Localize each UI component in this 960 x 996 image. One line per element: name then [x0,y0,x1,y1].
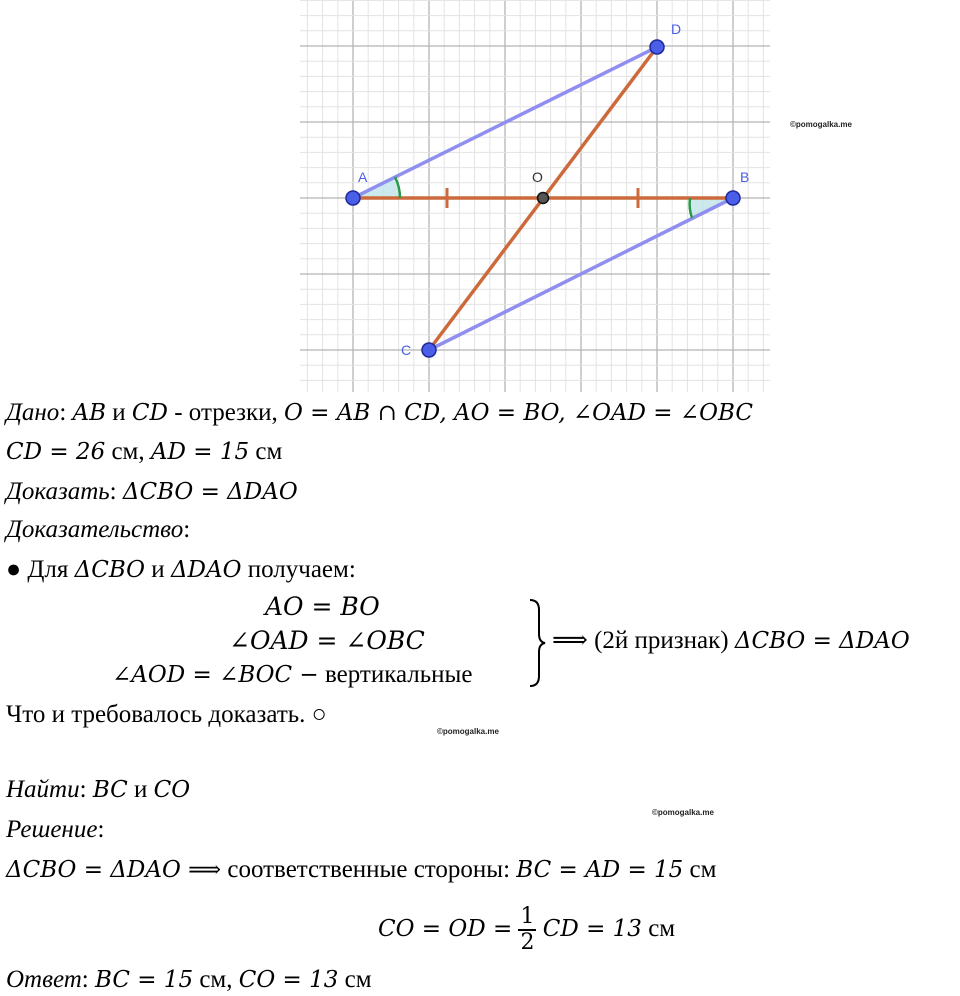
label-o: O [532,169,543,185]
answer-bc: BC = 15 [94,967,194,993]
watermark: ©pomogalka.me [437,727,499,736]
label-b: B [740,169,750,185]
given-ad-value: AD = 15 [150,439,250,465]
bullet-and: и [151,556,165,583]
sol1-math2: BC = AD = 15 [516,857,684,883]
bullet-line [6,555,356,585]
fraction [518,905,536,955]
bullet-text2: получаем: [247,556,356,583]
given-unit2: см [255,438,283,465]
given-unit1: см, [111,438,145,465]
triangle-cbo: ΔCBO [74,557,146,583]
sol2-right: CD = 13 [542,916,642,942]
find-label: Найти [6,776,80,803]
given2-line [6,437,282,467]
given-line: Дано: AB и CD - отрезки, O = AB ∩ CD, AO = BO, ∠OAD = ∠OBC [6,399,753,426]
geometry-figure [300,0,770,392]
watermark: ©pomogalka.me [790,120,852,129]
given-conditions: O = AB ∩ CD, AO = BO, ∠OAD = ∠OBC [284,400,753,426]
answer-co: CO = 13 [238,967,339,993]
point-b [726,191,740,205]
label-d: D [671,21,682,37]
system-row-3-math: ∠AOD = ∠BOC − [112,662,319,688]
given-ab: AB [72,400,107,426]
fraction-numerator: 1 [520,904,535,930]
prove-statement: ΔCBO = ΔDAO [122,479,298,505]
find-co: CO [153,777,191,803]
point-o [538,193,549,204]
given-segments: - отрезки, [174,399,278,426]
find-bc: BC [92,777,128,803]
answer-label: Ответ [6,966,82,993]
given-cd-value: CD = 26 [6,439,106,465]
sol2-line [378,899,675,959]
system-row-1: AO = BO [265,592,380,621]
answer-line: Ответ: BC = 15 см, CO = 13 см [6,966,372,993]
given-and: и [112,399,126,426]
proof-label: Доказательство [6,516,184,543]
system-row-3 [112,660,472,690]
solution-line: Решение: [6,816,105,843]
prove-label: Доказать [6,478,110,505]
system-row-3-text: вертикальные [324,661,473,688]
watermark: ©pomogalka.me [652,808,714,817]
sol1-unit: см [689,856,717,883]
sol1-text: соответственные стороны: [227,856,511,883]
conclusion-math: ΔCBO = ΔDAO [734,628,910,654]
find-and: и [134,776,148,803]
right-brace-icon [527,598,547,688]
triangle-dao: ΔDAO [170,557,242,583]
figure-shapes [346,40,740,357]
system-row-2: ∠OAD = ∠OBC [229,626,425,655]
given-label: Дано [6,399,60,426]
label-a: A [358,169,368,185]
system-conclusion [552,626,910,656]
find-line: Найти: BC и CO [6,776,191,803]
prove-line: Доказать: ΔCBO = ΔDAO [6,478,298,505]
solution-label: Решение [6,816,98,843]
bullet-icon: ● [6,556,22,583]
sol2-left: CO = OD = [378,916,513,942]
answer-unit1: см, [199,966,233,993]
sol2-unit: см [648,915,676,942]
qed-line: Что и требовалось доказать. ○ [6,701,327,728]
fraction-denominator: 2 [520,930,535,956]
conclusion-text: ⟹ (2й признак) [552,627,729,654]
answer-unit2: см [344,966,372,993]
sol1-math: ΔCBO = ΔDAO ⟹ [6,857,222,883]
point-c [422,343,436,357]
point-d [650,40,664,54]
sol1-line [6,855,716,885]
label-c: C [401,342,412,358]
proof-line: Доказательство: [6,516,191,543]
point-a [346,191,360,205]
given-cd: CD [131,400,168,426]
bullet-text1: Для [27,556,69,583]
